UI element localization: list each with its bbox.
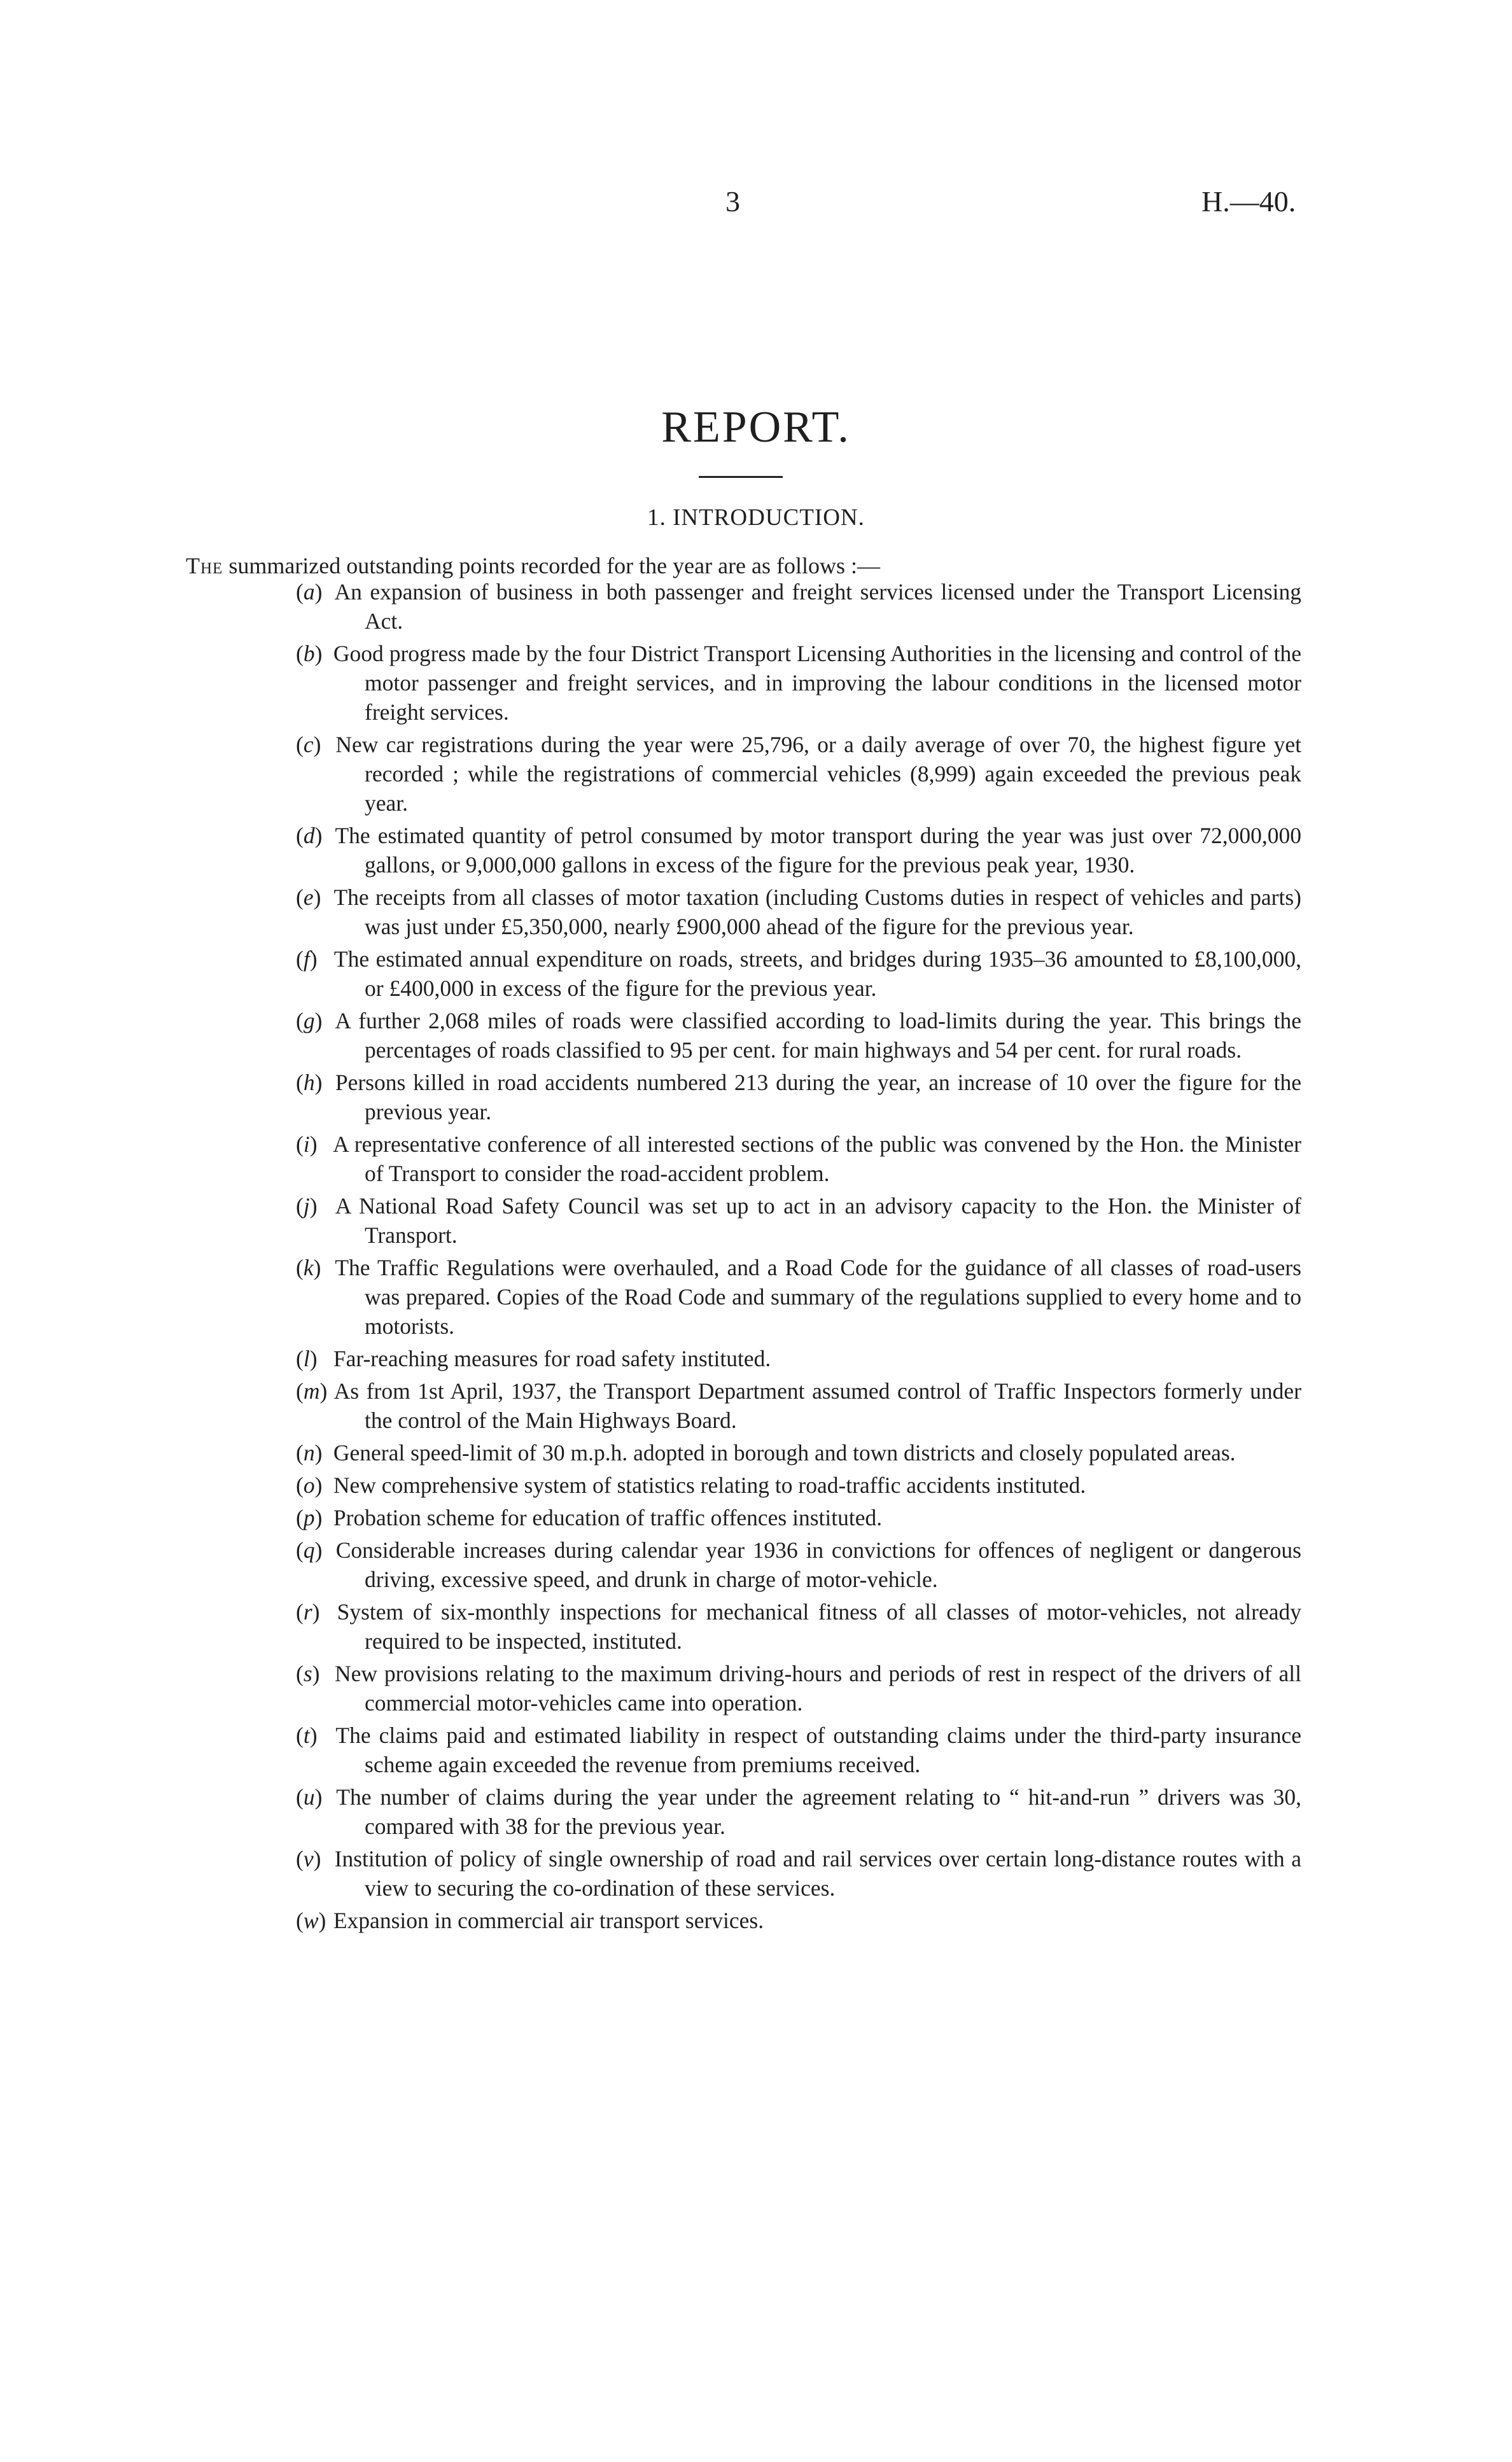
list-item-c bbox=[296, 730, 1301, 818]
list-item-l bbox=[296, 1344, 1301, 1373]
item-letter-value: b bbox=[303, 641, 315, 666]
item-text: The receipts from all classes of motor taxation (including Customs duties in respect of vehicles and parts) was just under £5,350,000, nearly £900,000 ahead of the figure for the previous year. bbox=[333, 885, 1302, 939]
list-item-m bbox=[296, 1376, 1301, 1435]
item-letter: (p) bbox=[296, 1505, 323, 1530]
item-letter: (s) bbox=[296, 1661, 320, 1686]
item-letter-value: a bbox=[303, 579, 315, 605]
item-text: New provisions relating to the maximum driving-hours and periods of rest in respect of the drivers of all commercial motor-vehicles came into operation. bbox=[334, 1661, 1301, 1716]
item-text: Considerable increases during calendar year 1936 in convictions for offences of negligent or dangerous driving, excessive speed, and drunk in charge of motor-vehicle. bbox=[335, 1537, 1301, 1592]
list-item-f bbox=[296, 944, 1301, 1003]
item-letter-value: c bbox=[303, 732, 314, 757]
item-text: As from 1st April, 1937, the Transport Department assumed control of Traffic Inspectors formerly under the control of the Main Highways Board. bbox=[333, 1378, 1301, 1433]
item-text: Probation scheme for education of traffic offences instituted. bbox=[333, 1505, 883, 1530]
item-text: Institution of policy of single ownership of road and rail services over certain long-distance routes with a view to securing the co-ordination of these services. bbox=[334, 1846, 1301, 1901]
item-text: A representative conference of all interested sections of the public was convened by the Hon. the Minister of Transport to consider the road-accident problem. bbox=[333, 1131, 1302, 1186]
item-letter: (d) bbox=[296, 823, 323, 848]
item-letter: (m) bbox=[296, 1378, 328, 1404]
item-letter-value: v bbox=[303, 1846, 314, 1871]
item-letter: (n) bbox=[296, 1440, 323, 1465]
list-item-t bbox=[296, 1721, 1301, 1779]
item-letter-value: j bbox=[303, 1193, 310, 1219]
list-item-r bbox=[296, 1597, 1301, 1656]
summary-list bbox=[296, 577, 1301, 1938]
item-letter: (o) bbox=[296, 1472, 323, 1498]
list-item-s bbox=[296, 1659, 1301, 1717]
item-letter: (c) bbox=[296, 732, 321, 757]
list-item-g bbox=[296, 1006, 1301, 1065]
item-letter-value: s bbox=[303, 1661, 312, 1686]
item-text: New comprehensive system of statistics relating to road-traffic accidents instituted. bbox=[333, 1472, 1086, 1498]
item-text: The number of claims during the year under the agreement relating to “ hit-and-run ” drivers was 30, compared with 38 for the previous year. bbox=[336, 1784, 1301, 1839]
item-text: Far-reaching measures for road safety instituted. bbox=[333, 1346, 771, 1371]
item-text: A National Road Safety Council was set up to act in an advisory capacity to the Hon. the Minister of Transport. bbox=[335, 1193, 1302, 1248]
item-letter: (k) bbox=[296, 1255, 321, 1280]
item-letter: (q) bbox=[296, 1537, 323, 1563]
item-letter-value: o bbox=[303, 1472, 315, 1498]
page-number: 3 bbox=[725, 185, 740, 218]
list-item-w bbox=[296, 1906, 1301, 1935]
report-title: REPORT. bbox=[661, 403, 851, 452]
list-item-q bbox=[296, 1535, 1301, 1594]
item-letter: (g) bbox=[296, 1008, 323, 1033]
list-item-e bbox=[296, 883, 1301, 941]
item-letter-value: u bbox=[303, 1784, 315, 1810]
list-item-n bbox=[296, 1438, 1301, 1467]
item-letter: (e) bbox=[296, 885, 321, 910]
item-letter-value: w bbox=[303, 1908, 319, 1933]
item-letter-value: k bbox=[303, 1255, 314, 1280]
item-letter: (f) bbox=[296, 946, 318, 972]
item-letter: (t) bbox=[296, 1723, 318, 1748]
item-letter-value: d bbox=[303, 823, 315, 848]
item-letter-value: f bbox=[303, 946, 310, 972]
item-letter: (h) bbox=[296, 1070, 323, 1095]
item-text: The estimated annual expenditure on roads, streets, and bridges during 1935–36 amounted to £8,100,000, or £400,000 in excess of the figure for the previous year. bbox=[333, 946, 1302, 1001]
item-text: Persons killed in road accidents numbered 213 during the year, an increase of 10 over the figure for the previous year. bbox=[335, 1070, 1301, 1124]
item-letter: (w) bbox=[296, 1908, 326, 1933]
list-item-i bbox=[296, 1130, 1301, 1188]
item-letter-value: p bbox=[303, 1505, 315, 1530]
section-heading: 1. INTRODUCTION. bbox=[647, 505, 865, 531]
document-reference: H.—40. bbox=[1201, 185, 1296, 218]
item-text: New car registrations during the year were 25,796, or a daily average of over 70, the highest figure yet recorded ; while the registrations of commercial vehicles (8,999) again exceeded the previous peak year. bbox=[335, 732, 1302, 816]
item-letter: (i) bbox=[296, 1131, 318, 1157]
item-text: General speed-limit of 30 m.p.h. adopted in borough and town districts and closely populated areas. bbox=[333, 1440, 1236, 1465]
item-text: A further 2,068 miles of roads were classified according to load-limits during the year. This brings the percentages of roads classified to 95 per cent. for main highways and 54 per cent. for rural roads. bbox=[335, 1008, 1301, 1063]
item-letter-value: l bbox=[303, 1346, 310, 1371]
item-letter-value: q bbox=[303, 1537, 315, 1563]
list-item-b bbox=[296, 639, 1301, 727]
list-item-o bbox=[296, 1471, 1301, 1500]
item-letter-value: t bbox=[303, 1723, 310, 1748]
list-item-k bbox=[296, 1253, 1301, 1341]
item-letter-value: e bbox=[303, 885, 314, 910]
item-text: Good progress made by the four District Transport Licensing Authorities in the licensing and control of the motor passenger and freight services, and in improving the labour conditions in the licensed motor freight services. bbox=[333, 641, 1301, 725]
item-letter: (b) bbox=[296, 641, 323, 666]
item-letter: (l) bbox=[296, 1346, 318, 1371]
item-letter-value: i bbox=[303, 1131, 310, 1157]
item-text: The estimated quantity of petrol consumed by motor transport during the year was just over 72,000,000 gallons, or 9,000,000 gallons in excess of the figure for the previous peak year, 1930. bbox=[335, 823, 1302, 878]
item-letter-value: h bbox=[303, 1070, 315, 1095]
item-letter: (a) bbox=[296, 579, 323, 605]
list-item-d bbox=[296, 821, 1301, 879]
intro-paragraph bbox=[186, 552, 880, 579]
item-letter: (r) bbox=[296, 1599, 320, 1625]
item-letter-value: r bbox=[303, 1599, 312, 1625]
title-rule bbox=[699, 476, 783, 478]
list-item-v bbox=[296, 1844, 1301, 1903]
item-text: An expansion of business in both passenger and freight services licensed under the Transport Licensing Act. bbox=[334, 579, 1301, 634]
item-text: System of six-monthly inspections for mechanical fitness of all classes of motor-vehicles, not already required to be inspected, instituted. bbox=[337, 1599, 1301, 1654]
item-letter-value: n bbox=[303, 1440, 315, 1465]
item-letter: (v) bbox=[296, 1846, 321, 1871]
item-text: The Traffic Regulations were overhauled, and a Road Code for the guidance of all classes of road-users was prepared. Copies of the Road Code and summary of the regulations supplied to every home and to motorists. bbox=[335, 1255, 1301, 1339]
item-letter-value: m bbox=[303, 1378, 320, 1404]
list-item-u bbox=[296, 1782, 1301, 1841]
item-letter: (u) bbox=[296, 1784, 323, 1810]
item-letter: (j) bbox=[296, 1193, 318, 1219]
list-item-j bbox=[296, 1191, 1301, 1250]
intro-lead-word: The bbox=[186, 553, 223, 578]
item-text: Expansion in commercial air transport services. bbox=[333, 1908, 764, 1933]
intro-text: summarized outstanding points recorded for the year are as follows :— bbox=[223, 553, 881, 578]
list-item-a bbox=[296, 577, 1301, 636]
item-letter-value: g bbox=[303, 1008, 315, 1033]
item-text: The claims paid and estimated liability in respect of outstanding claims under the third-party insurance scheme again exceeded the revenue from premiums received. bbox=[335, 1723, 1301, 1777]
list-item-h bbox=[296, 1068, 1301, 1126]
list-item-p bbox=[296, 1503, 1301, 1532]
